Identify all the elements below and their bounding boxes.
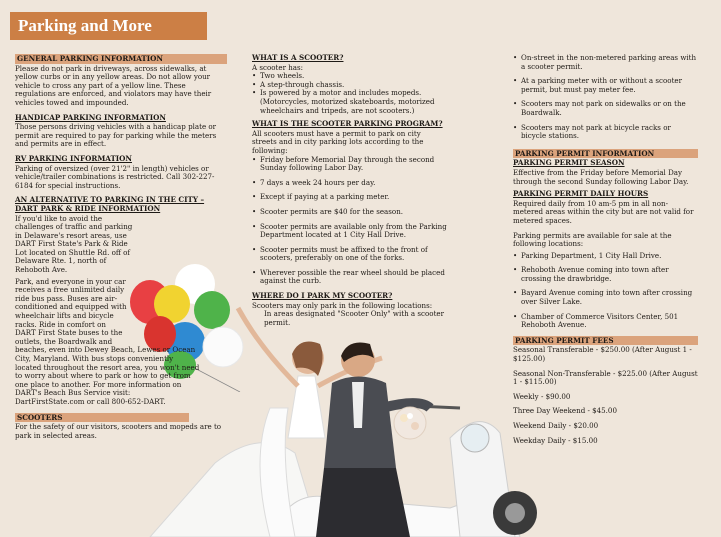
scooter-program-intro: All scooters must have a permit to park on city streets and in city parking lots according to the following: [252,128,424,155]
column-general [15,54,227,443]
fee-item: Weekend Daily - $20.00 [513,421,599,430]
rv-parking-text: Parking of oversized (over 21'2" in length) vehicles or vehicle/trailer combinations is restricted. Call 302-227-6184 for special instructions. [15,163,215,190]
what-is-scooter-heading: WHAT IS A SCOOTER? [252,53,344,62]
column-permits [513,54,698,451]
list-item: • Scooter permits must be affixed to the front of scooters, preferably on one of the forks. [252,246,447,263]
list-item: • Scooters may not park at bicycle racks or bicycle stations. [513,124,698,141]
fee-item: Three Day Weekend - $45.00 [513,406,617,416]
handicap-parking-heading: HANDICAP PARKING INFORMATION [15,112,166,122]
list-item: • Two wheels. [252,72,447,81]
list-item: • Bayard Avenue coming into town after crossing over Silver Lake. [513,289,698,306]
list-item: • A step-through chassis. [252,81,447,90]
handicap-parking-text: Those persons driving vehicles with a handicap plate or permit are required to pay for parking while the meters and permits are in effect. [15,122,217,149]
general-parking-heading: GENERAL PARKING INFORMATION [15,54,227,64]
list-item: • Friday before Memorial Day through the second Sunday following Labor Day. [252,156,447,173]
list-item: • Scooter permits are available only from the Parking Department located at 1 City Hall Drive. [252,223,447,240]
fee-item: Weekday Daily - $15.00 [513,435,598,445]
scooters-text: For the safety of our visitors, scooters and mopeds are to park in selected areas. [15,422,222,440]
list-item: • 7 days a week 24 hours per day. [252,179,447,188]
page-title: Parking and More [18,16,152,35]
scooters-heading: SCOOTERS [15,413,189,423]
list-item: • Chamber of Commerce Visitors Center, 501 Rehoboth Avenue. [513,313,698,330]
list-item: • Wherever possible the rear wheel should be placed against the curb. [252,269,447,286]
permit-info-heading: PARKING PERMIT INFORMATION [513,149,698,159]
fee-item: Seasonal Transferable - $250.00 (After August 1 - $125.00) [513,345,692,364]
list-item: • Scooters may not park on sidewalks or on the Boardwalk. [513,100,698,117]
where-park-intro: Scooters may only park in the following locations: [252,300,433,310]
permit-fees-heading: PARKING PERMIT FEES [513,336,698,346]
list-item: • Is powered by a motor and includes mopeds. (Motorcycles, motorized skateboards, motorized wheelchairs and tripeds, are not scooters.) [252,89,447,115]
list-item: • Except if paying at a parking meter. [252,193,447,202]
list-item: • At a parking meter with or without a scooter permit, but must pay meter fee. [513,77,698,94]
scooter-locations-list [513,54,698,141]
dart-beach-bus-text: beaches, even into Dewey Beach, Lewes or Ocean City, Maryland. With bus stops conveniently located throughout the resort area, you won't need to worry about where to park or how to get from one place to another. For more information on DART's Beach Bus Service visit: DartFirstState.com or call 800-652-DART. [15,345,200,406]
scooter-has-text: A scooter has: [252,62,304,72]
list-item: • Rehoboth Avenue coming into town after crossing the drawbridge. [513,266,698,283]
permit-hours-heading: PARKING PERMIT DAILY HOURS [513,189,649,199]
list-item: • Scooter permits are $40 for the season. [252,208,447,217]
permit-hours-text: Required daily from 10 am-5 pm in all non-metered areas within the city but are not valid for metered spaces. [513,198,694,225]
rv-parking-heading: RV PARKING INFORMATION [15,153,132,163]
scooter-program-heading: WHAT IS THE SCOOTER PARKING PROGRAM? [252,119,443,129]
dart-park-ride-text: If you'd like to avoid the challenges of traffic and parking in Delaware's resort areas, use DART First State's Park & Ride Lot located on Shuttle Rd. off of Delaware Rte. 1, north of Rehoboth Ave. [15,213,133,275]
fee-item: Weekly - $90.00 [513,391,571,401]
list-item: • On-street in the non-metered parking areas with a scooter permit. [513,54,698,71]
column-scooters [252,54,447,330]
scooter-program-list [252,156,447,287]
permit-sale-text: Parking permits are available for sale at the following locations: [513,230,672,249]
general-parking-text: Please do not park in driveways, across sidewalks, at yellow curbs or in any yellow areas. Do not allow your vehicle to cross any part of a yellow line. These regulations are enforced, and violators may have their vehicles towed and impounded. [15,63,212,107]
where-park-scooter-heading: WHERE DO I PARK MY SCOOTER? [252,291,393,301]
list-item: • Parking Department, 1 City Hall Drive. [513,252,698,261]
permit-sale-locations [513,252,698,330]
scooter-features-list [252,72,447,115]
dart-park-ride-heading: AN ALTERNATIVE TO PARKING IN THE CITY – DART PARK & RIDE INFORMATION [15,195,205,213]
page-title-bar [10,12,207,40]
where-park-location: In areas designated "Scooter Only" with a scooter permit. [264,309,445,327]
fee-item: Seasonal Non-Transferable - $225.00 (After August 1 - $115.00) [513,368,698,387]
dart-bus-pass-text: Park, and everyone in your car receives a free unlimited daily ride bus pass. Buses are air-conditioned and equipped with wheelchair lifts and bicycle racks. Ride in comfort on DART First State buses to the outlets, the Boardwalk and [15,276,127,346]
permit-season-heading: PARKING PERMIT SEASON [513,158,625,168]
permit-season-text: Effective from the Friday before Memorial Day through the second Sunday following Labor Day. [513,167,689,186]
